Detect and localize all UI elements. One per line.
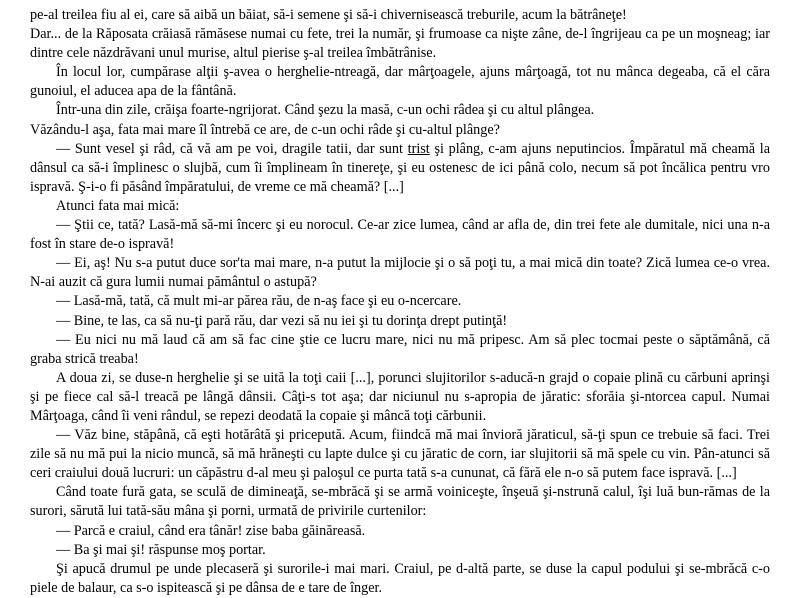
paragraph: — Văz bine, stăpână, că eşti hotărâtă şi pricepută. Acum, fiindcă mă mai învioră jăraticul, să-ţi spun ce trebuie să faci. Trei zile să nu mă pui la nicio muncă, să mă hrăneşti cu lapte dulce şi cu jăratic de corn, iar slujitorii să mă spele cu vin. Pân-atunci să ceri craiului două lucruri: un căpăstru d-al meu şi paloşul ce purta tată s-a cununat, că fără ele n-o să putem face ispravă. [...]	[30, 427, 770, 482]
paragraph: — Bine, te las, ca să nu-ţi pară rău, dar vezi să nu iei şi tu dorinţa drept putinţă!	[56, 312, 508, 329]
paragraph-text-post: şi plâng, c-am ajuns neputincios. Împăratul mă cheamă la dânsul ca să-i împlinesc o slujbă, cum îi împlineam în tinereţe, şi eu ostenesc de ici până colo, necum să pot încălica pentru vro ispravă. Ş-i-o fi păsând împăratului, de vreme ce mă cheamă? [...]	[30, 140, 770, 195]
paragraph: Într-una din zile, crăişa foarte-ngrijorat. Când şezu la masă, c-un ochi râdea şi cu altul plângea.	[56, 102, 595, 119]
paragraph: Şi apucă drumul pe unde plecaseră şi surorile-i mai mari. Craiul, pe d-altă parte, se duse la capul podului şi se-mbrăcă c-o piele de balaur, ca s-o ispitească şi pe dânsa de e tare de înger.	[30, 560, 770, 596]
paragraph: — Ba şi mai şi! răspunse moş portar.	[56, 541, 266, 558]
document-text-body	[30, 6, 770, 598]
paragraph: În locul lor, cumpărase alţii ş-avea o herghelie-ntreagă, dar mârţoagele, ajuns mârţoagă, tot nu mânca degeaba, că el căra gunoiul, el aducea apa de la fântână.	[30, 64, 770, 100]
paragraph: — Parcă e craiul, când era tânăr! zise baba găinăreasă.	[56, 522, 366, 539]
underlined-word: trist	[407, 140, 430, 157]
paragraph: Când toate fură gata, se sculă de dimineaţă, se-mbrăcă şi se armă voiniceşte, înşeuă şi-nstrună calul, îşi luă bun-rămas de la surori, sărută lui tată-său mâna şi porni, urmată de privirile curtenilor:	[30, 484, 770, 520]
paragraph: Dar... de la Răposata crăiasă rămăsese numai cu fete, trei la număr, şi frumoase ca nişte zâne, de-l îngrijeau ca pe un moşneag; iar dintre cele năzdrăvani unul murise, altul pierise ş-al treilea îmbătrânise.	[30, 26, 770, 62]
paragraph-with-underline	[30, 140, 770, 197]
paragraph-text-pre: — Sunt vesel şi râd, că vă am pe voi, dragile tatii, dar sunt	[56, 140, 408, 157]
paragraph: Atunci fata mai mică:	[56, 197, 180, 214]
paragraph: — Eu nici nu mă laud că am să fac cine ştie ce lucru mare, nici nu mă pripesc. Am să plec tocmai peste o săptămână, că graba strică treaba!	[30, 331, 770, 367]
paragraph: — Ei, aş! Nu s-a putut duce sor'ta mai mare, n-a putut la mijlocie şi o să poţi tu, a mai mică din toate? Zică lumea ce-o vrea. N-ai auzit că gura lumii numai pământul o astupă?	[30, 255, 770, 291]
paragraph: — Lasă-mă, tată, că mult mi-ar părea rău, de n-aş face şi eu o-ncercare.	[56, 293, 462, 310]
paragraph: A doua zi, se duse-n herghelie şi se uită la toţi caii [...], porunci slujitorilor s-aducă-n grajd o copaie plină cu cărbuni aprinşi şi pe fiece cal să-l treacă pe lângă dânsii. Câţi-s tot aşa; dar niciunul nu s-apropia de jăratic: sforăia şi-ntorcea capul. Numai Mârţoaga, când îi veni rândul, se repezi deodată la copaie şi mâncă toţi cărbunii.	[30, 369, 770, 424]
paragraph: pe-al treilea fiu al ei, care să aibă un băiat, să-i semene şi să-i chivernisească treburile, acum la bătrâneţe!	[30, 7, 627, 23]
paragraph: Văzându-l aşa, fata mai mare îl întrebă ce are, de c-un ochi râde şi cu-altul plânge?	[30, 121, 500, 138]
paragraph: — Ştii ce, tată? Lasă-mă să-mi încerc şi eu norocul. Ce-ar zice lumea, când ar afla de, din trei fete ale dumitale, nici una n-a fost în stare de-o ispravă!	[30, 217, 770, 253]
